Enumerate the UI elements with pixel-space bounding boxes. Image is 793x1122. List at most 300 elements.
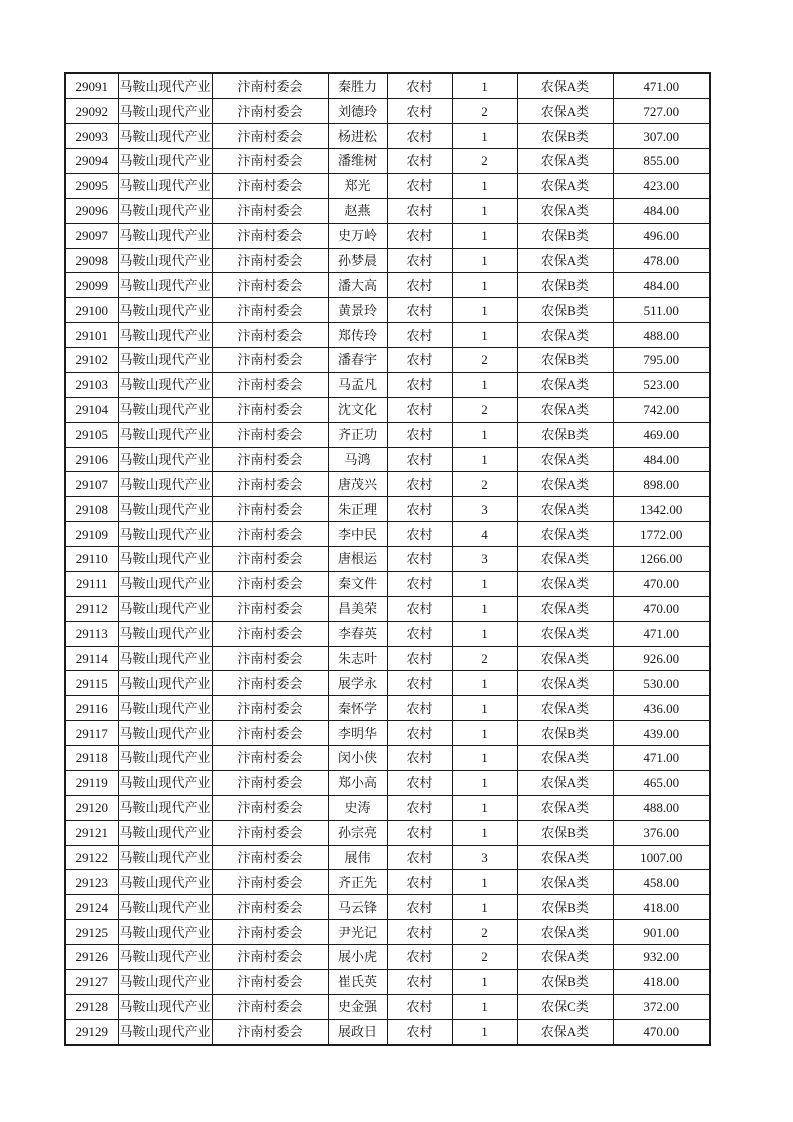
cell-people_count: 1 xyxy=(452,895,517,920)
cell-insurance_category: 农保B类 xyxy=(517,820,613,845)
table-row xyxy=(65,895,710,920)
cell-org: 马鞍山现代产业 xyxy=(118,99,212,124)
cell-amount: 423.00 xyxy=(613,173,710,198)
cell-residence: 农村 xyxy=(387,671,452,696)
cell-people_count: 1 xyxy=(452,721,517,746)
cell-residence: 农村 xyxy=(387,994,452,1019)
cell-seq: 29127 xyxy=(65,969,118,994)
table-row xyxy=(65,198,710,223)
cell-seq: 29092 xyxy=(65,99,118,124)
cell-residence: 农村 xyxy=(387,1019,452,1045)
cell-person: 马鸿 xyxy=(328,447,387,472)
cell-village: 汴南村委会 xyxy=(212,99,328,124)
cell-insurance_category: 农保B类 xyxy=(517,969,613,994)
cell-residence: 农村 xyxy=(387,198,452,223)
cell-people_count: 1 xyxy=(452,447,517,472)
cell-amount: 484.00 xyxy=(613,447,710,472)
cell-residence: 农村 xyxy=(387,397,452,422)
cell-seq: 29122 xyxy=(65,845,118,870)
cell-seq: 29097 xyxy=(65,223,118,248)
cell-people_count: 3 xyxy=(452,547,517,572)
cell-amount: 932.00 xyxy=(613,945,710,970)
cell-people_count: 1 xyxy=(452,198,517,223)
cell-residence: 农村 xyxy=(387,696,452,721)
cell-village: 汴南村委会 xyxy=(212,472,328,497)
cell-person: 史万岭 xyxy=(328,223,387,248)
cell-people_count: 1 xyxy=(452,696,517,721)
cell-amount: 496.00 xyxy=(613,223,710,248)
cell-insurance_category: 农保A类 xyxy=(517,397,613,422)
cell-org: 马鞍山现代产业 xyxy=(118,198,212,223)
cell-insurance_category: 农保A类 xyxy=(517,248,613,273)
cell-amount: 469.00 xyxy=(613,422,710,447)
cell-org: 马鞍山现代产业 xyxy=(118,646,212,671)
cell-people_count: 1 xyxy=(452,994,517,1019)
cell-person: 潘大高 xyxy=(328,273,387,298)
cell-amount: 439.00 xyxy=(613,721,710,746)
cell-people_count: 1 xyxy=(452,969,517,994)
cell-seq: 29096 xyxy=(65,198,118,223)
cell-village: 汴南村委会 xyxy=(212,671,328,696)
cell-person: 马孟凡 xyxy=(328,372,387,397)
cell-people_count: 1 xyxy=(452,372,517,397)
cell-org: 马鞍山现代产业 xyxy=(118,273,212,298)
cell-seq: 29113 xyxy=(65,621,118,646)
cell-org: 马鞍山现代产业 xyxy=(118,1019,212,1045)
cell-person: 朱志叶 xyxy=(328,646,387,671)
cell-org: 马鞍山现代产业 xyxy=(118,223,212,248)
cell-people_count: 2 xyxy=(452,99,517,124)
table-row xyxy=(65,99,710,124)
cell-insurance_category: 农保A类 xyxy=(517,173,613,198)
cell-org: 马鞍山现代产业 xyxy=(118,969,212,994)
cell-amount: 484.00 xyxy=(613,198,710,223)
cell-residence: 农村 xyxy=(387,746,452,771)
table-row xyxy=(65,273,710,298)
cell-org: 马鞍山现代产业 xyxy=(118,746,212,771)
cell-village: 汴南村委会 xyxy=(212,621,328,646)
cell-people_count: 2 xyxy=(452,397,517,422)
cell-amount: 484.00 xyxy=(613,273,710,298)
table-row xyxy=(65,248,710,273)
cell-person: 唐茂兴 xyxy=(328,472,387,497)
cell-insurance_category: 农保B类 xyxy=(517,223,613,248)
cell-seq: 29111 xyxy=(65,571,118,596)
cell-seq: 29093 xyxy=(65,124,118,149)
cell-village: 汴南村委会 xyxy=(212,571,328,596)
cell-amount: 901.00 xyxy=(613,920,710,945)
cell-residence: 农村 xyxy=(387,770,452,795)
cell-village: 汴南村委会 xyxy=(212,870,328,895)
cell-org: 马鞍山现代产业 xyxy=(118,895,212,920)
cell-seq: 29103 xyxy=(65,372,118,397)
cell-residence: 农村 xyxy=(387,149,452,174)
cell-seq: 29118 xyxy=(65,746,118,771)
table-row xyxy=(65,522,710,547)
cell-people_count: 2 xyxy=(452,646,517,671)
cell-village: 汴南村委会 xyxy=(212,795,328,820)
cell-people_count: 1 xyxy=(452,73,517,99)
cell-org: 马鞍山现代产业 xyxy=(118,696,212,721)
cell-insurance_category: 农保A类 xyxy=(517,447,613,472)
cell-insurance_category: 农保A类 xyxy=(517,323,613,348)
cell-person: 昌美荣 xyxy=(328,596,387,621)
cell-person: 杨进松 xyxy=(328,124,387,149)
cell-insurance_category: 农保A类 xyxy=(517,73,613,99)
cell-amount: 470.00 xyxy=(613,571,710,596)
cell-people_count: 4 xyxy=(452,522,517,547)
cell-org: 马鞍山现代产业 xyxy=(118,571,212,596)
table-row xyxy=(65,223,710,248)
cell-seq: 29094 xyxy=(65,149,118,174)
cell-insurance_category: 农保B类 xyxy=(517,895,613,920)
cell-amount: 471.00 xyxy=(613,621,710,646)
cell-seq: 29091 xyxy=(65,73,118,99)
cell-seq: 29106 xyxy=(65,447,118,472)
cell-village: 汴南村委会 xyxy=(212,397,328,422)
cell-village: 汴南村委会 xyxy=(212,646,328,671)
cell-insurance_category: 农保A类 xyxy=(517,870,613,895)
cell-insurance_category: 农保A类 xyxy=(517,696,613,721)
cell-person: 李春英 xyxy=(328,621,387,646)
cell-amount: 307.00 xyxy=(613,124,710,149)
cell-amount: 855.00 xyxy=(613,149,710,174)
cell-insurance_category: 农保B类 xyxy=(517,273,613,298)
cell-person: 秦文件 xyxy=(328,571,387,596)
cell-residence: 农村 xyxy=(387,273,452,298)
cell-village: 汴南村委会 xyxy=(212,348,328,373)
cell-village: 汴南村委会 xyxy=(212,969,328,994)
cell-seq: 29110 xyxy=(65,547,118,572)
cell-insurance_category: 农保A类 xyxy=(517,596,613,621)
cell-person: 刘德玲 xyxy=(328,99,387,124)
cell-people_count: 1 xyxy=(452,273,517,298)
cell-amount: 1007.00 xyxy=(613,845,710,870)
cell-village: 汴南村委会 xyxy=(212,497,328,522)
cell-people_count: 1 xyxy=(452,770,517,795)
cell-seq: 29125 xyxy=(65,920,118,945)
cell-village: 汴南村委会 xyxy=(212,547,328,572)
cell-people_count: 2 xyxy=(452,149,517,174)
cell-residence: 农村 xyxy=(387,721,452,746)
cell-village: 汴南村委会 xyxy=(212,223,328,248)
cell-people_count: 2 xyxy=(452,945,517,970)
cell-seq: 29116 xyxy=(65,696,118,721)
cell-org: 马鞍山现代产业 xyxy=(118,920,212,945)
cell-amount: 470.00 xyxy=(613,1019,710,1045)
cell-insurance_category: 农保A类 xyxy=(517,920,613,945)
cell-person: 黄景玲 xyxy=(328,298,387,323)
cell-village: 汴南村委会 xyxy=(212,124,328,149)
table-row xyxy=(65,149,710,174)
cell-village: 汴南村委会 xyxy=(212,298,328,323)
cell-org: 马鞍山现代产业 xyxy=(118,870,212,895)
cell-person: 郑光 xyxy=(328,173,387,198)
cell-amount: 511.00 xyxy=(613,298,710,323)
cell-org: 马鞍山现代产业 xyxy=(118,397,212,422)
table-row xyxy=(65,547,710,572)
cell-org: 马鞍山现代产业 xyxy=(118,149,212,174)
cell-seq: 29099 xyxy=(65,273,118,298)
cell-amount: 727.00 xyxy=(613,99,710,124)
cell-org: 马鞍山现代产业 xyxy=(118,497,212,522)
cell-insurance_category: 农保B类 xyxy=(517,422,613,447)
cell-residence: 农村 xyxy=(387,447,452,472)
cell-org: 马鞍山现代产业 xyxy=(118,994,212,1019)
cell-residence: 农村 xyxy=(387,124,452,149)
cell-residence: 农村 xyxy=(387,422,452,447)
cell-org: 马鞍山现代产业 xyxy=(118,596,212,621)
table-row xyxy=(65,173,710,198)
cell-village: 汴南村委会 xyxy=(212,820,328,845)
cell-people_count: 1 xyxy=(452,298,517,323)
table-row xyxy=(65,571,710,596)
cell-amount: 436.00 xyxy=(613,696,710,721)
cell-amount: 488.00 xyxy=(613,795,710,820)
cell-amount: 1772.00 xyxy=(613,522,710,547)
cell-org: 马鞍山现代产业 xyxy=(118,945,212,970)
cell-village: 汴南村委会 xyxy=(212,422,328,447)
cell-org: 马鞍山现代产业 xyxy=(118,348,212,373)
cell-residence: 农村 xyxy=(387,372,452,397)
cell-residence: 农村 xyxy=(387,73,452,99)
cell-amount: 742.00 xyxy=(613,397,710,422)
cell-residence: 农村 xyxy=(387,646,452,671)
cell-people_count: 3 xyxy=(452,497,517,522)
cell-person: 沈文化 xyxy=(328,397,387,422)
cell-seq: 29095 xyxy=(65,173,118,198)
cell-village: 汴南村委会 xyxy=(212,945,328,970)
table-row xyxy=(65,621,710,646)
cell-village: 汴南村委会 xyxy=(212,994,328,1019)
cell-seq: 29115 xyxy=(65,671,118,696)
cell-village: 汴南村委会 xyxy=(212,746,328,771)
table-row xyxy=(65,372,710,397)
cell-residence: 农村 xyxy=(387,621,452,646)
cell-org: 马鞍山现代产业 xyxy=(118,472,212,497)
cell-insurance_category: 农保A类 xyxy=(517,99,613,124)
table-row xyxy=(65,73,710,99)
table-row xyxy=(65,671,710,696)
cell-insurance_category: 农保A类 xyxy=(517,746,613,771)
cell-people_count: 2 xyxy=(452,472,517,497)
cell-insurance_category: 农保A类 xyxy=(517,149,613,174)
cell-org: 马鞍山现代产业 xyxy=(118,795,212,820)
cell-village: 汴南村委会 xyxy=(212,770,328,795)
cell-people_count: 1 xyxy=(452,820,517,845)
cell-insurance_category: 农保A类 xyxy=(517,472,613,497)
cell-org: 马鞍山现代产业 xyxy=(118,124,212,149)
cell-insurance_category: 农保A类 xyxy=(517,1019,613,1045)
cell-village: 汴南村委会 xyxy=(212,447,328,472)
cell-people_count: 1 xyxy=(452,571,517,596)
cell-org: 马鞍山现代产业 xyxy=(118,671,212,696)
cell-insurance_category: 农保A类 xyxy=(517,671,613,696)
cell-residence: 农村 xyxy=(387,845,452,870)
cell-amount: 372.00 xyxy=(613,994,710,1019)
cell-people_count: 1 xyxy=(452,621,517,646)
table-row xyxy=(65,422,710,447)
table-row xyxy=(65,124,710,149)
cell-seq: 29102 xyxy=(65,348,118,373)
cell-people_count: 1 xyxy=(452,173,517,198)
cell-amount: 471.00 xyxy=(613,73,710,99)
cell-seq: 29109 xyxy=(65,522,118,547)
cell-residence: 农村 xyxy=(387,472,452,497)
cell-residence: 农村 xyxy=(387,497,452,522)
cell-village: 汴南村委会 xyxy=(212,522,328,547)
cell-people_count: 1 xyxy=(452,596,517,621)
table-row xyxy=(65,298,710,323)
payment-table xyxy=(64,72,711,1046)
cell-person: 崔氏英 xyxy=(328,969,387,994)
table-body xyxy=(65,73,710,1045)
cell-amount: 898.00 xyxy=(613,472,710,497)
cell-seq: 29098 xyxy=(65,248,118,273)
cell-amount: 1342.00 xyxy=(613,497,710,522)
cell-seq: 29124 xyxy=(65,895,118,920)
table-row xyxy=(65,596,710,621)
table-row xyxy=(65,721,710,746)
cell-org: 马鞍山现代产业 xyxy=(118,621,212,646)
cell-insurance_category: 农保A类 xyxy=(517,198,613,223)
cell-village: 汴南村委会 xyxy=(212,372,328,397)
cell-seq: 29120 xyxy=(65,795,118,820)
cell-person: 秦胜力 xyxy=(328,73,387,99)
cell-people_count: 1 xyxy=(452,124,517,149)
cell-person: 马云锋 xyxy=(328,895,387,920)
cell-amount: 926.00 xyxy=(613,646,710,671)
cell-village: 汴南村委会 xyxy=(212,73,328,99)
cell-person: 闵小侠 xyxy=(328,746,387,771)
cell-person: 唐根运 xyxy=(328,547,387,572)
cell-residence: 农村 xyxy=(387,895,452,920)
cell-people_count: 2 xyxy=(452,920,517,945)
cell-village: 汴南村委会 xyxy=(212,596,328,621)
cell-org: 马鞍山现代产业 xyxy=(118,721,212,746)
cell-person: 齐正先 xyxy=(328,870,387,895)
cell-seq: 29101 xyxy=(65,323,118,348)
cell-people_count: 2 xyxy=(452,348,517,373)
cell-village: 汴南村委会 xyxy=(212,721,328,746)
cell-people_count: 3 xyxy=(452,845,517,870)
table-row xyxy=(65,348,710,373)
table-row xyxy=(65,770,710,795)
cell-seq: 29126 xyxy=(65,945,118,970)
cell-seq: 29105 xyxy=(65,422,118,447)
table-row xyxy=(65,472,710,497)
cell-people_count: 1 xyxy=(452,1019,517,1045)
cell-insurance_category: 农保A类 xyxy=(517,845,613,870)
cell-amount: 795.00 xyxy=(613,348,710,373)
cell-amount: 478.00 xyxy=(613,248,710,273)
cell-insurance_category: 农保B类 xyxy=(517,124,613,149)
cell-person: 孙梦晨 xyxy=(328,248,387,273)
cell-org: 马鞍山现代产业 xyxy=(118,447,212,472)
cell-amount: 376.00 xyxy=(613,820,710,845)
cell-person: 展伟 xyxy=(328,845,387,870)
cell-org: 马鞍山现代产业 xyxy=(118,547,212,572)
cell-person: 展政日 xyxy=(328,1019,387,1045)
table-row xyxy=(65,497,710,522)
cell-seq: 29108 xyxy=(65,497,118,522)
cell-org: 马鞍山现代产业 xyxy=(118,522,212,547)
cell-amount: 470.00 xyxy=(613,596,710,621)
cell-org: 马鞍山现代产业 xyxy=(118,845,212,870)
cell-residence: 农村 xyxy=(387,522,452,547)
cell-seq: 29117 xyxy=(65,721,118,746)
cell-residence: 农村 xyxy=(387,547,452,572)
cell-residence: 农村 xyxy=(387,323,452,348)
cell-person: 郑小高 xyxy=(328,770,387,795)
table-row xyxy=(65,646,710,671)
cell-org: 马鞍山现代产业 xyxy=(118,73,212,99)
cell-insurance_category: 农保A类 xyxy=(517,571,613,596)
cell-org: 马鞍山现代产业 xyxy=(118,422,212,447)
cell-residence: 农村 xyxy=(387,571,452,596)
cell-org: 马鞍山现代产业 xyxy=(118,298,212,323)
table-row xyxy=(65,746,710,771)
cell-org: 马鞍山现代产业 xyxy=(118,820,212,845)
cell-people_count: 1 xyxy=(452,746,517,771)
cell-amount: 418.00 xyxy=(613,895,710,920)
cell-person: 郑传玲 xyxy=(328,323,387,348)
cell-person: 朱正理 xyxy=(328,497,387,522)
table-row xyxy=(65,323,710,348)
cell-person: 尹光记 xyxy=(328,920,387,945)
cell-seq: 29112 xyxy=(65,596,118,621)
cell-residence: 农村 xyxy=(387,795,452,820)
cell-person: 潘维树 xyxy=(328,149,387,174)
cell-village: 汴南村委会 xyxy=(212,149,328,174)
cell-village: 汴南村委会 xyxy=(212,198,328,223)
table-row xyxy=(65,945,710,970)
table-row xyxy=(65,920,710,945)
cell-seq: 29114 xyxy=(65,646,118,671)
cell-village: 汴南村委会 xyxy=(212,920,328,945)
cell-residence: 农村 xyxy=(387,870,452,895)
table-row xyxy=(65,1019,710,1045)
table-row xyxy=(65,820,710,845)
cell-insurance_category: 农保B类 xyxy=(517,721,613,746)
cell-village: 汴南村委会 xyxy=(212,895,328,920)
document-page xyxy=(64,72,711,1046)
cell-seq: 29100 xyxy=(65,298,118,323)
cell-seq: 29123 xyxy=(65,870,118,895)
table-row xyxy=(65,795,710,820)
cell-person: 李明华 xyxy=(328,721,387,746)
cell-village: 汴南村委会 xyxy=(212,248,328,273)
cell-insurance_category: 农保A类 xyxy=(517,372,613,397)
cell-seq: 29129 xyxy=(65,1019,118,1045)
cell-seq: 29128 xyxy=(65,994,118,1019)
cell-residence: 农村 xyxy=(387,945,452,970)
cell-amount: 523.00 xyxy=(613,372,710,397)
cell-amount: 465.00 xyxy=(613,770,710,795)
cell-insurance_category: 农保A类 xyxy=(517,547,613,572)
cell-village: 汴南村委会 xyxy=(212,1019,328,1045)
cell-village: 汴南村委会 xyxy=(212,845,328,870)
cell-org: 马鞍山现代产业 xyxy=(118,323,212,348)
cell-person: 赵燕 xyxy=(328,198,387,223)
cell-person: 史涛 xyxy=(328,795,387,820)
cell-insurance_category: 农保A类 xyxy=(517,522,613,547)
cell-org: 马鞍山现代产业 xyxy=(118,248,212,273)
cell-seq: 29107 xyxy=(65,472,118,497)
cell-people_count: 1 xyxy=(452,795,517,820)
cell-insurance_category: 农保A类 xyxy=(517,795,613,820)
cell-insurance_category: 农保A类 xyxy=(517,621,613,646)
